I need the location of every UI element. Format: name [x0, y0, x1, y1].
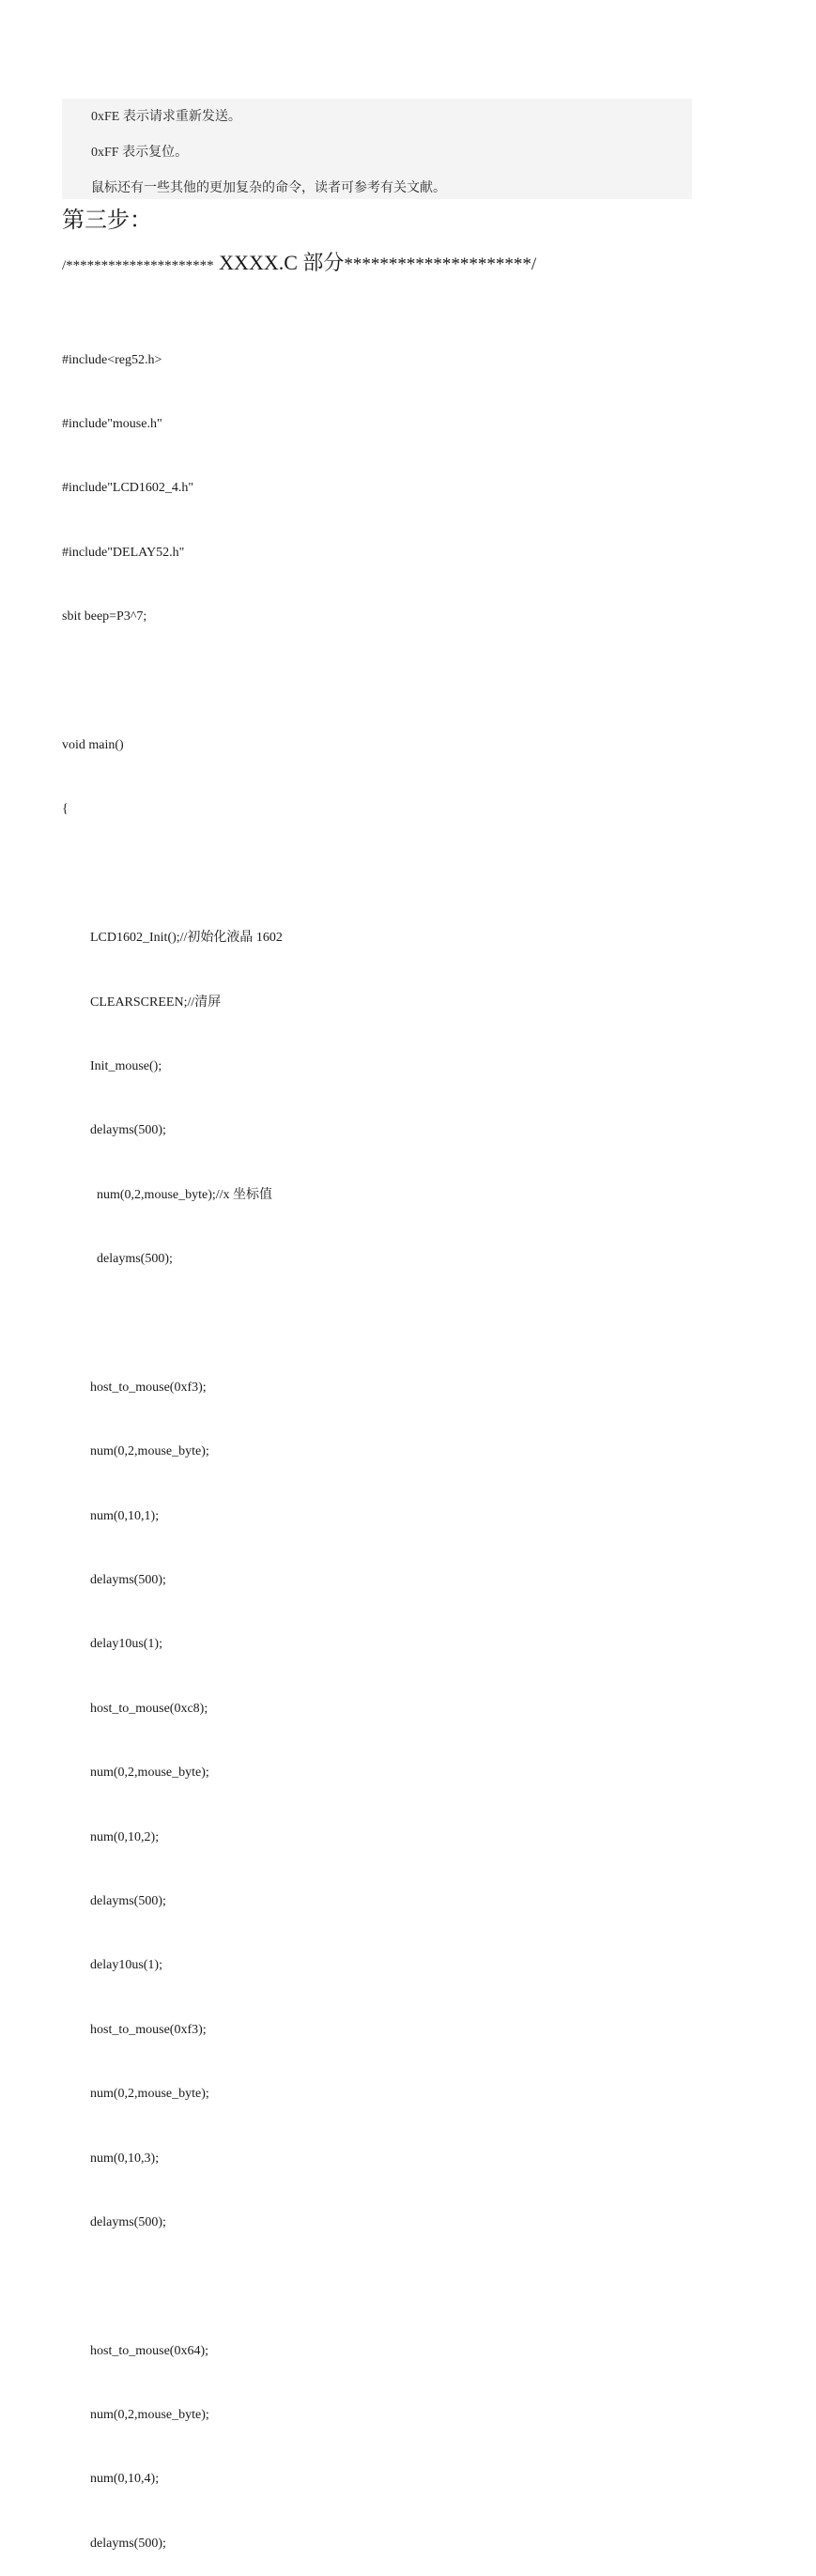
- code-line: #include"mouse.h": [62, 416, 162, 431]
- step-heading: 第三步：: [62, 208, 152, 233]
- note-box: [62, 99, 692, 199]
- code-line: LCD1602_Init();//初始化液晶 1602: [90, 931, 283, 946]
- section-stars-left: /*********************: [62, 258, 214, 273]
- code-line: CLEARSCREEN;//清屏: [90, 995, 222, 1010]
- code-line: host_to_mouse(0xf3);: [90, 1380, 207, 1395]
- code-line: {: [62, 802, 69, 817]
- note-line-0xfe: 0xFE 表示请求重新发送。: [91, 110, 241, 124]
- code-line: num(0,10,3);: [90, 2151, 160, 2166]
- code-line: #include"LCD1602_4.h": [62, 481, 194, 496]
- code-line: num(0,2,mouse_byte);: [90, 1444, 209, 1459]
- code-block: [62, 307, 283, 2576]
- code-line: num(0,10,2);: [90, 1829, 160, 1844]
- code-line: [62, 671, 283, 693]
- code-line: Init_mouse();: [90, 1058, 162, 1073]
- code-line: delayms(500);: [90, 1573, 166, 1588]
- code-line: num(0,2,mouse_byte);: [90, 1766, 209, 1781]
- code-line: delay10us(1);: [90, 1637, 162, 1652]
- code-line: delayms(500);: [90, 1123, 166, 1138]
- code-line: void main(): [62, 737, 124, 752]
- section-title: XXXX.C 部分: [219, 251, 345, 274]
- code-line: delayms(500);: [90, 2214, 166, 2229]
- code-line: host_to_mouse(0xc8);: [90, 1701, 208, 1716]
- section-stars-right: *********************/: [344, 255, 537, 274]
- code-line: #include"DELAY52.h": [62, 545, 185, 560]
- code-line: delay10us(1);: [90, 1958, 162, 1973]
- note-line-other-commands: 鼠标还有一些其他的更加复杂的命令，读者可参考有关文献。: [91, 181, 446, 195]
- note-line-0xff: 0xFF 表示复位。: [91, 146, 189, 160]
- code-line: host_to_mouse(0x64);: [90, 2343, 208, 2358]
- code-line: delayms(500);: [97, 1252, 173, 1267]
- code-line: delayms(500);: [90, 1893, 166, 1908]
- code-line: num(0,2,mouse_byte);: [90, 2087, 209, 2102]
- code-line: num(0,10,4);: [90, 2472, 160, 2487]
- code-line: num(0,2,mouse_byte);: [90, 2408, 209, 2423]
- code-line: [62, 864, 283, 886]
- code-line: [62, 1313, 283, 1334]
- section-title-line: [62, 250, 536, 279]
- code-line: host_to_mouse(0xf3);: [90, 2022, 207, 2037]
- code-line: delayms(500);: [90, 2536, 166, 2551]
- code-line: num(0,2,mouse_byte);//x 坐标值: [97, 1187, 273, 1202]
- code-line: [62, 2276, 283, 2298]
- code-line: num(0,10,1);: [90, 1508, 160, 1523]
- code-line: #include<reg52.h>: [62, 352, 162, 367]
- code-line: sbit beep=P3^7;: [62, 609, 147, 625]
